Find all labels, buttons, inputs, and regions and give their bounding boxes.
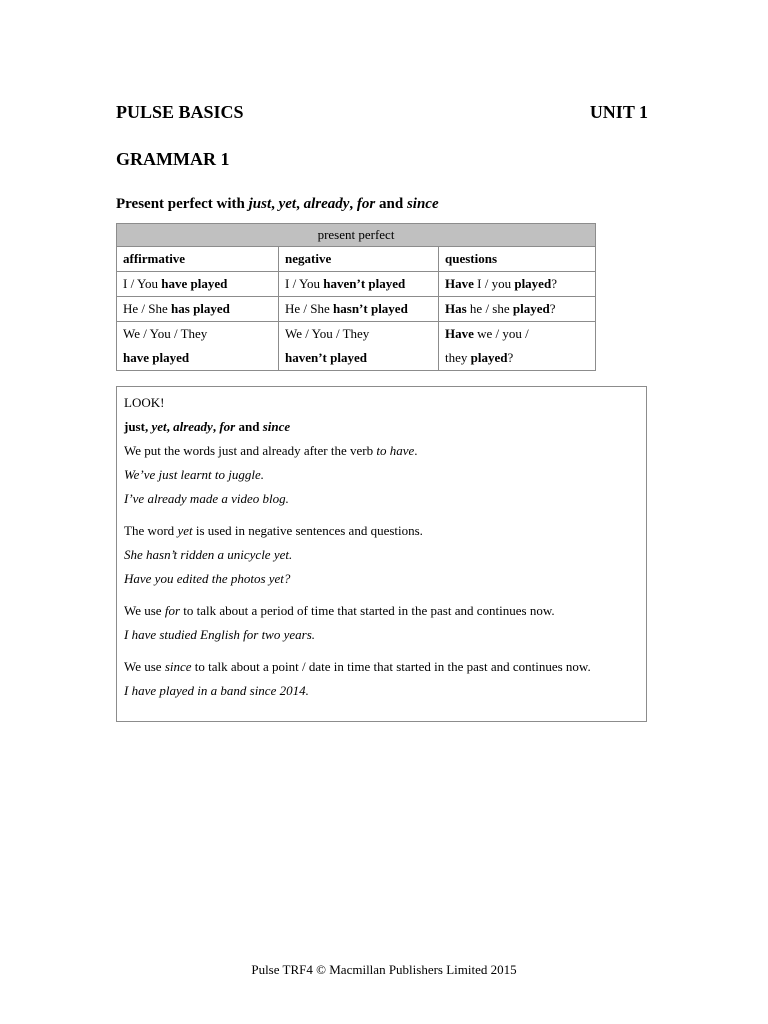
word-already: already — [303, 196, 350, 212]
rule-text-part: to talk about a point / date in time that started in the past and continues now. — [191, 659, 591, 674]
book-title: PULSE BASICS — [116, 102, 244, 122]
page-header — [116, 102, 648, 126]
example-text: I’ve already made a video blog. — [124, 491, 289, 506]
example-sentence — [124, 567, 639, 591]
word-yet: yet — [151, 419, 167, 434]
rule-emphasis: since — [164, 659, 192, 674]
word-since: since — [406, 196, 439, 212]
example-sentence — [124, 487, 639, 511]
header-negative: negative — [279, 247, 439, 272]
cell-text: He / She — [123, 301, 172, 316]
cell-question — [439, 297, 596, 322]
example-sentence — [124, 463, 639, 487]
cell-text: I / you — [473, 276, 515, 291]
table-header-row — [117, 247, 596, 272]
table-row — [117, 272, 596, 297]
word-yet: yet — [278, 196, 297, 212]
cell-text: I / You — [285, 276, 324, 291]
section-title-prefix: Present perfect with — [116, 196, 249, 212]
grammar-table — [116, 223, 596, 371]
word-and: and — [375, 196, 407, 212]
table-caption: present perfect — [117, 224, 596, 247]
word-already: already — [173, 419, 213, 434]
cell-text: ? — [507, 350, 514, 365]
sep: , — [296, 196, 304, 212]
rule-text-part: is used in negative sentences and questions. — [192, 523, 423, 538]
cell-negative — [279, 297, 439, 322]
header-questions: questions — [439, 247, 596, 272]
example-text: She hasn’t ridden a unicycle yet. — [124, 547, 293, 562]
example-text: I have studied English for two years. — [124, 627, 316, 642]
table-caption-row — [117, 224, 596, 247]
look-subtitle — [124, 415, 639, 439]
rule-text — [124, 599, 639, 623]
example-text: We’ve just learnt to juggle. — [124, 467, 264, 482]
cell-negative — [279, 272, 439, 297]
header-affirmative: affirmative — [117, 247, 279, 272]
example-sentence — [124, 623, 639, 647]
example-text: Have you edited the photos yet? — [124, 571, 291, 586]
cell-verb: have played — [123, 350, 190, 365]
cell-verb: has played — [171, 301, 230, 316]
look-title: LOOK! — [124, 395, 165, 410]
cell-text: he / she — [466, 301, 513, 316]
rule-emphasis: for — [164, 603, 180, 618]
look-box — [116, 386, 647, 722]
cell-text: We / You / They — [285, 326, 370, 341]
word-just: just — [124, 419, 145, 434]
cell-aux: Have — [445, 326, 474, 341]
cell-text: I / You — [123, 276, 162, 291]
sep: , — [212, 419, 220, 434]
sep: , — [271, 196, 279, 212]
grammar-title: GRAMMAR 1 — [116, 149, 230, 169]
page-footer: Pulse TRF4 © Macmillan Publishers Limited 2015 — [251, 962, 517, 977]
word-and: and — [235, 419, 263, 434]
cell-verb: played — [512, 301, 550, 316]
cell-negative — [279, 322, 439, 371]
cell-question — [439, 272, 596, 297]
rule-text — [124, 655, 639, 679]
cell-text: we / you / — [473, 326, 529, 341]
rule-text — [124, 519, 639, 543]
rule-text-part: We use — [124, 603, 165, 618]
rule-text-part: to talk about a period of time that started in the past and continues now. — [180, 603, 555, 618]
cell-verb: have played — [161, 276, 228, 291]
rule-text-part: We use — [124, 659, 165, 674]
example-text: I have played in a band since 2014. — [124, 683, 309, 698]
cell-question — [439, 322, 596, 371]
cell-affirmative — [117, 272, 279, 297]
cell-text: ? — [549, 301, 556, 316]
word-for: for — [356, 196, 376, 212]
cell-verb: played — [514, 276, 552, 291]
unit-label: UNIT 1 — [589, 102, 648, 122]
rule-text-part: The word — [124, 523, 178, 538]
cell-verb: haven’t played — [323, 276, 406, 291]
example-sentence — [124, 679, 639, 703]
sep: , — [144, 419, 152, 434]
cell-aux: Have — [445, 276, 474, 291]
word-just: just — [248, 196, 272, 212]
sep: , — [349, 196, 357, 212]
table-row — [117, 297, 596, 322]
rule-emphasis: to have — [376, 443, 415, 458]
sep: , — [166, 419, 174, 434]
example-sentence — [124, 543, 639, 567]
rule-text — [124, 439, 639, 463]
cell-verb: hasn’t played — [333, 301, 408, 316]
rule-text-part: We put the words just and already after the verb — [124, 443, 377, 458]
cell-text: He / She — [285, 301, 334, 316]
cell-aux: Has — [445, 301, 467, 316]
cell-affirmative — [117, 322, 279, 371]
cell-text: We / You / They — [123, 326, 208, 341]
cell-affirmative — [117, 297, 279, 322]
cell-verb: played — [470, 350, 508, 365]
cell-verb: haven’t played — [285, 350, 367, 365]
cell-text: ? — [551, 276, 557, 291]
cell-text: they — [445, 350, 471, 365]
word-for: for — [219, 419, 236, 434]
rule-emphasis: yet — [177, 523, 193, 538]
section-title — [116, 196, 439, 213]
word-since: since — [262, 419, 291, 434]
rule-text-part: . — [414, 443, 418, 458]
table-row — [117, 322, 596, 371]
